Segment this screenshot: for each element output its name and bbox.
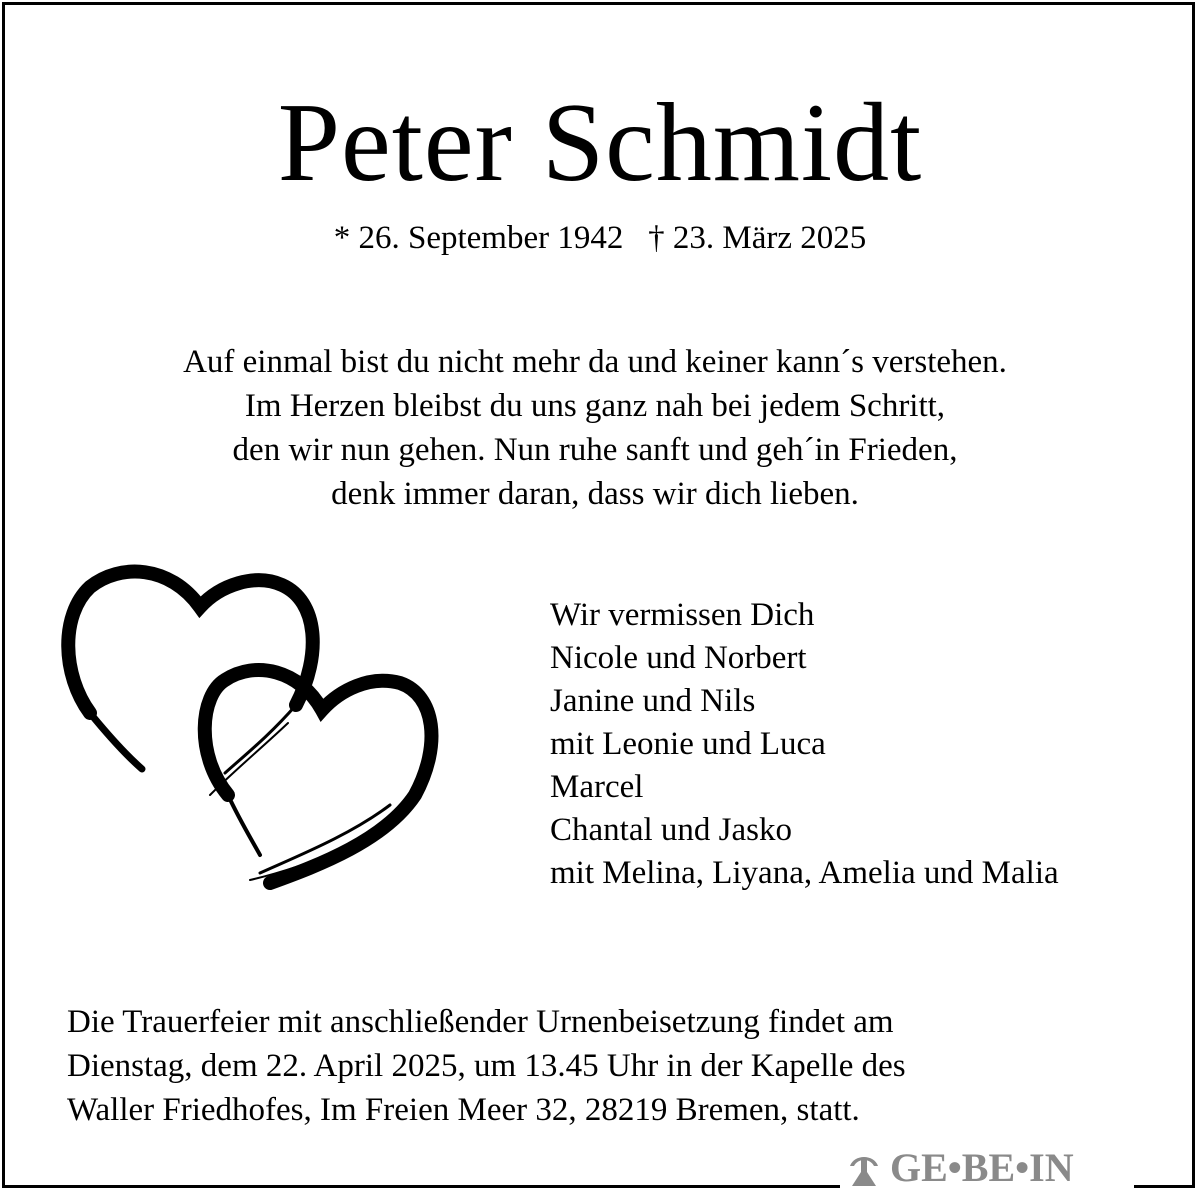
- mourner-line: Nicole und Norbert: [550, 640, 807, 676]
- memorial-poem: [0, 340, 1190, 516]
- mourner-line: mit Leonie und Luca: [550, 726, 826, 762]
- bottom-rule-right: [1134, 1185, 1195, 1188]
- poem-line: Im Herzen bleibst du uns ganz nah bei jedem Schritt,: [244, 388, 946, 424]
- gebein-logo-mark-icon: [846, 1148, 882, 1188]
- mourner-line: Chantal und Jasko: [550, 812, 792, 848]
- life-dates: [0, 218, 1200, 258]
- gebein-logo-text: GE•BE•IN: [890, 1145, 1074, 1190]
- gebein-logo: [846, 1146, 1074, 1190]
- poem-line: denk immer daran, dass wir dich lieben.: [331, 476, 859, 512]
- mourners-list: [550, 594, 1190, 895]
- service-line: Waller Friedhofes, Im Freien Meer 32, 28219 Bremen, statt.: [67, 1092, 860, 1128]
- mourner-line: Wir vermissen Dich: [550, 597, 815, 633]
- birth-date: * 26. September 1942: [333, 220, 624, 256]
- service-line: Die Trauerfeier mit anschließender Urnenbeisetzung findet am: [67, 1004, 894, 1040]
- mourner-line: Janine und Nils: [550, 683, 756, 719]
- funeral-service-info: [67, 1000, 1167, 1132]
- death-date: † 23. März 2025: [648, 220, 867, 256]
- service-line: Dienstag, dem 22. April 2025, um 13.45 Uhr in der Kapelle des: [67, 1048, 906, 1084]
- deceased-name: Peter Schmidt: [277, 81, 923, 205]
- bottom-rule-left: [2, 1185, 840, 1188]
- mourner-line: Marcel: [550, 769, 644, 805]
- poem-line: Auf einmal bist du nicht mehr da und keiner kann´s verstehen.: [183, 344, 1007, 380]
- two-hearts-icon: [60, 555, 450, 895]
- mourner-line: mit Melina, Liyana, Amelia und Malia: [550, 855, 1059, 891]
- poem-line: den wir nun gehen. Nun ruhe sanft und geh´in Frieden,: [232, 432, 958, 468]
